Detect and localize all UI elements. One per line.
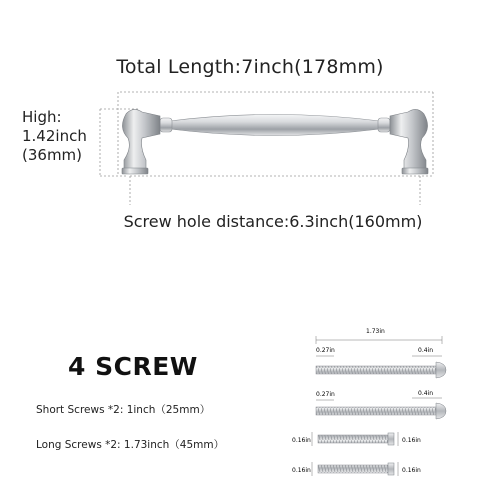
total-length-label: Total Length:7inch(178mm) — [116, 56, 384, 78]
height-title: High: — [22, 108, 62, 126]
short-screw-1 — [318, 433, 394, 445]
screw-count-heading: 4 SCREW — [68, 352, 198, 381]
short-screw-2 — [318, 463, 394, 475]
long-screw-2 — [316, 403, 446, 419]
dim-dia-left-1: 0.16in — [292, 437, 311, 444]
dim-dia-right-1: 0.16in — [402, 437, 421, 444]
screw-hole-distance-label: Screw hole distance:6.3inch(160mm) — [123, 212, 423, 231]
long-screws-label: Long Screws *2: 1.73inch（45mm） — [36, 439, 225, 451]
dim-dia-left-2: 0.16in — [292, 467, 311, 474]
dim-right-1: 0.4in — [418, 347, 434, 354]
dim-dia-right-2: 0.16in — [402, 467, 421, 474]
dim-right-2: 0.4in — [418, 390, 434, 397]
dim-head-1: 0.27in — [316, 347, 335, 354]
height-inch: 1.42inch — [22, 127, 87, 145]
height-mm: (36mm) — [22, 146, 83, 164]
long-screw-1 — [316, 362, 446, 378]
short-screws-label: Short Screws *2: 1inch（25mm） — [36, 404, 211, 416]
dim-head-2: 0.27in — [316, 391, 335, 398]
dim-overall: 1.73in — [366, 328, 385, 335]
